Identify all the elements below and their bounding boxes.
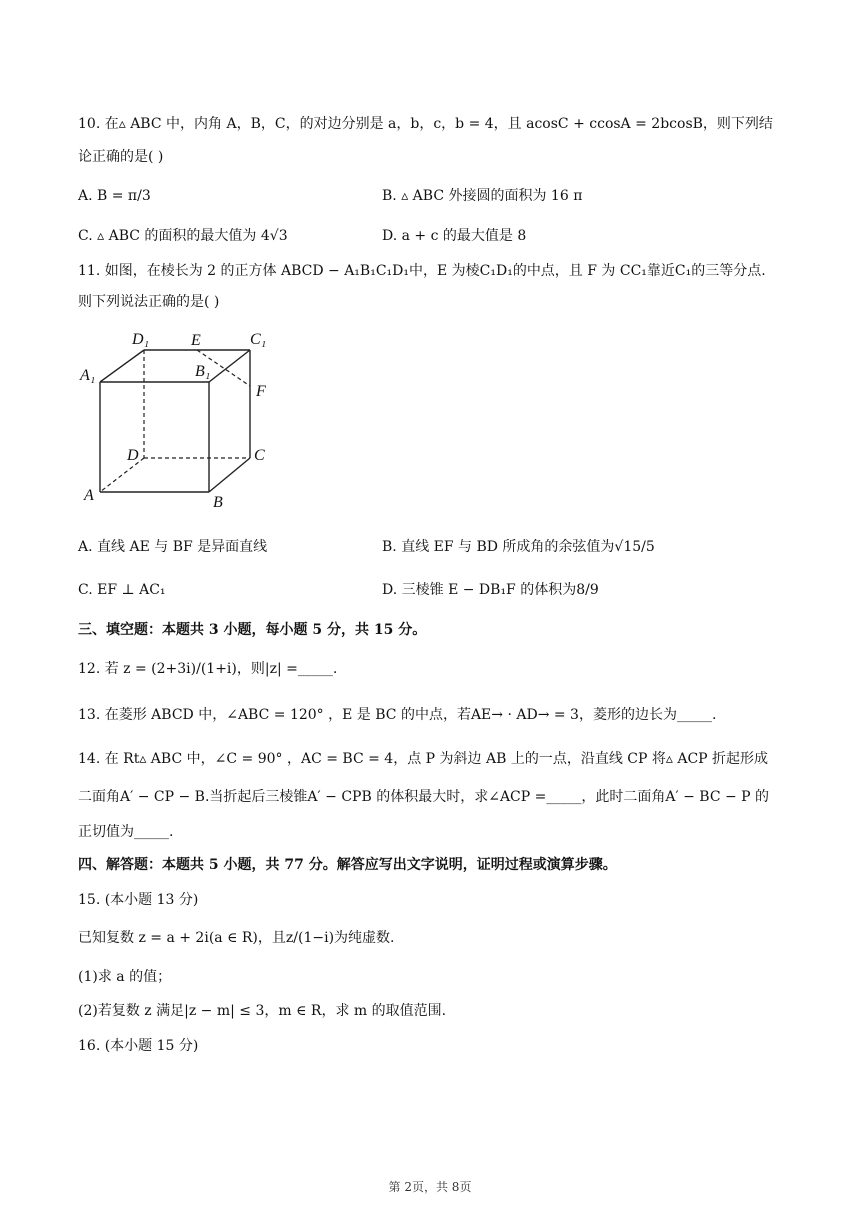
- q11-option-c: C. EF ⊥ AC₁: [78, 582, 166, 598]
- edge-c1-b1: [209, 350, 250, 382]
- q12-text: 12. 若 z = (2+3i)/(1+i)，则|z| =_____.: [78, 661, 338, 677]
- q11-stem-line2: 则下列说法正确的是( ): [78, 294, 220, 310]
- q10-option-c: C. ▵ ABC 的面积的最大值为 4√3: [78, 228, 288, 244]
- q15-part2: (2)若复数 z 满足|z − m| ≤ 3，m ∈ R，求 m 的取值范围.: [78, 1003, 447, 1019]
- q11-stem-line1: 11. 如图，在棱长为 2 的正方体 ABCD − A₁B₁C₁D₁中，E 为棱C₁D₁的中点，且 F 为 CC₁靠近C₁的三等分点.: [78, 263, 766, 279]
- q10-stem-line2: 论正确的是( ): [78, 149, 164, 165]
- label-d: D: [127, 447, 139, 464]
- cube-figure: [78, 320, 288, 515]
- label-b1: B₁: [195, 363, 211, 380]
- edge-a1-d1: [100, 350, 144, 382]
- q14-line3: 正切值为_____.: [78, 824, 174, 840]
- section-4-heading: 四、解答题：本题共 5 小题，共 77 分。解答应写出文字说明，证明过程或演算步骤。: [78, 857, 617, 873]
- edge-c-b: [209, 458, 250, 492]
- label-c1: C₁: [250, 331, 267, 348]
- q16-header: 16. (本小题 15 分): [78, 1038, 199, 1054]
- label-a1: A₁: [80, 367, 96, 384]
- q13-text: 13. 在菱形 ABCD 中，∠ABC = 120° ，E 是 BC 的中点，若AE→ · AD→ = 3，菱形的边长为_____.: [78, 707, 717, 723]
- q15-given: 已知复数 z = a + 2i(a ∈ R)，且z/(1−i)为纯虚数.: [78, 930, 395, 946]
- q11-option-b: B. 直线 EF 与 BD 所成角的余弦值为√15/5: [382, 539, 655, 555]
- q11-option-d: D. 三棱锥 E − DB₁F 的体积为8/9: [382, 582, 599, 598]
- label-d1: D₁: [132, 331, 150, 348]
- q15-part1: (1)求 a 的值；: [78, 969, 172, 985]
- page-footer: 第 2页，共 8页: [388, 1180, 472, 1194]
- label-f: F: [256, 383, 266, 400]
- section-3-heading: 三、填空题：本题共 3 小题，每小题 5 分，共 15 分。: [78, 622, 427, 638]
- q10-option-b: B. ▵ ABC 外接圆的面积为 16 π: [382, 188, 583, 204]
- q10-stem-line1: 10. 在▵ ABC 中，内角 A，B，C，的对边分别是 a，b，c，b = 4，且 acosC + ccosA = 2bcosB，则下列结: [78, 116, 773, 132]
- label-a: A: [84, 487, 94, 504]
- q10-option-a: A. B = π/3: [78, 188, 151, 204]
- q11-option-a: A. 直线 AE 与 BF 是异面直线: [78, 539, 268, 555]
- q14-line2: 二面角A′ − CP − B.当折起后三棱锥A′ − CPB 的体积最大时，求∠ACP =_____，此时二面角A′ − BC − P 的: [78, 789, 770, 805]
- q15-header: 15. (本小题 13 分): [78, 892, 199, 908]
- q10-option-d: D. a + c 的最大值是 8: [382, 228, 527, 244]
- q14-line1: 14. 在 Rt▵ ABC 中，∠C = 90° ，AC = BC = 4，点 P 为斜边 AB 上的一点，沿直线 CP 将▵ ACP 折起形成: [78, 751, 769, 767]
- label-c: C: [254, 447, 265, 464]
- label-b: B: [213, 494, 223, 511]
- label-e: E: [191, 332, 201, 349]
